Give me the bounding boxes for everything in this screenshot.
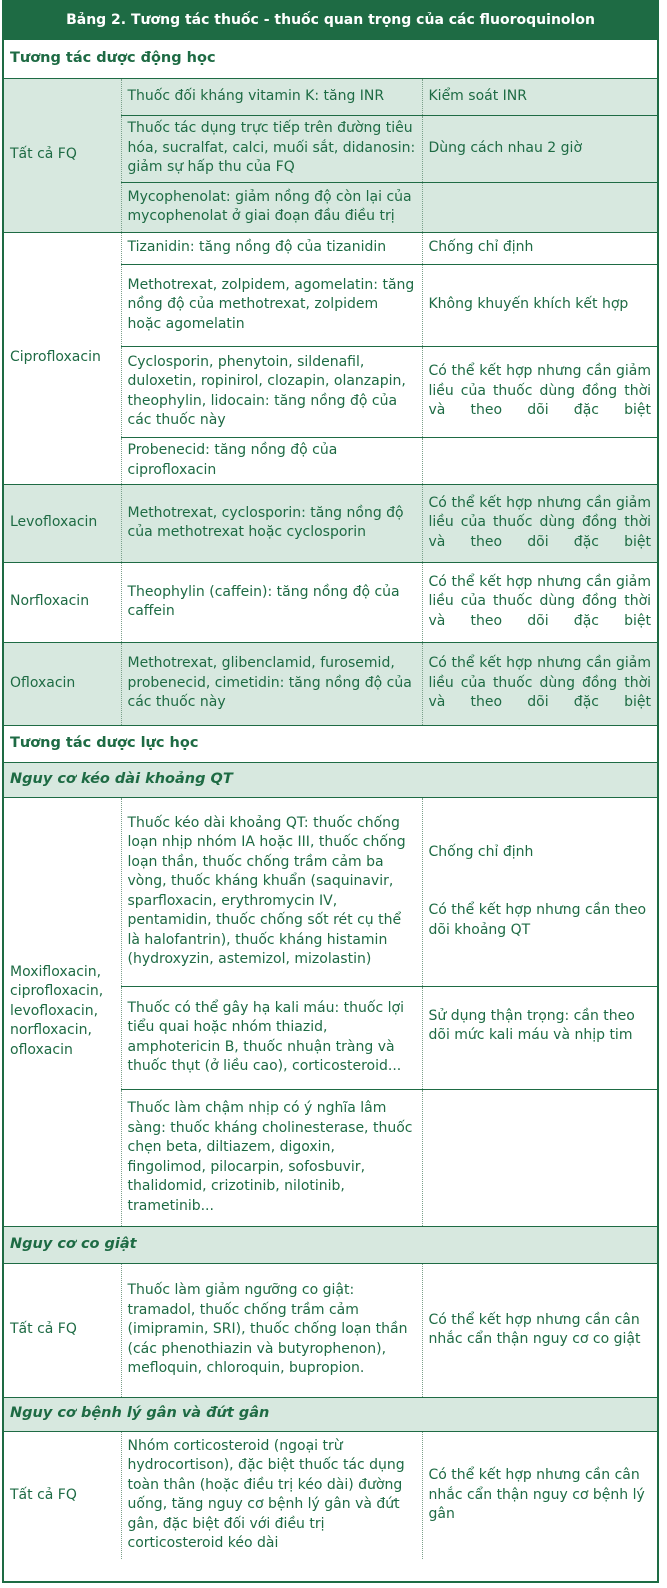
drug-group-cell: Tất cả FQ <box>4 78 121 232</box>
table-row <box>4 232 657 264</box>
section-title-pk: Tương tác dược động học <box>4 40 657 78</box>
table-title: Bảng 2. Tương tác thuốc - thuốc quan trọng của các fluoroquinolon <box>4 0 657 40</box>
drug-group-cell: Moxifloxacin, ciprofloxacin, levofloxacin, norfloxacin, ofloxacin <box>4 797 121 1226</box>
recommendation-cell: Có thể kết hợp nhưng cần giảm liều của thuốc dùng đồng thời và theo dõi đặc biệt <box>422 484 657 562</box>
interacting-drug-cell: Probenecid: tăng nồng độ của ciprofloxacin <box>121 437 422 484</box>
drug-group-cell: Tất cả FQ <box>4 1263 121 1397</box>
table-row <box>4 642 657 725</box>
recommendation-cell: Có thể kết hợp nhưng cần giảm liều của thuốc dùng đồng thời và theo dõi đặc biệt <box>422 346 657 437</box>
interacting-drug-cell: Methotrexat, cyclosporin: tăng nồng độ của methotrexat hoặc cyclosporin <box>121 484 422 562</box>
interacting-drug-cell: Theophylin (caffein): tăng nồng độ của caffein <box>121 562 422 642</box>
drug-group-cell: Levofloxacin <box>4 484 121 562</box>
recommendation-cell: Chống chỉ định <box>422 232 657 264</box>
interacting-drug-cell: Thuốc làm chậm nhịp có ý nghĩa lâm sàng: thuốc kháng cholinesterase, thuốc chẹn beta, diltiazem, digoxin, fingolimod, pilocarpin, sofosbuvir, thalidomid, crizotinib, nilotinib, trametinib... <box>121 1089 422 1226</box>
recommendation-cell: Dùng cách nhau 2 giờ <box>422 115 657 182</box>
interacting-drug-cell: Thuốc đối kháng vitamin K: tăng INR <box>121 78 422 115</box>
subsection-title-seizure: Nguy cơ co giật <box>4 1226 657 1263</box>
subsection-row-seizure <box>4 1226 657 1263</box>
drug-group-cell: Ciprofloxacin <box>4 232 121 484</box>
table-row <box>4 1431 657 1559</box>
table-row <box>4 484 657 562</box>
interacting-drug-cell: Thuốc kéo dài khoảng QT: thuốc chống loạn nhịp nhóm IA hoặc III, thuốc chống loạn thần, thuốc chống trầm cảm ba vòng, thuốc kháng khuẩn (saquinavir, sparfloxacin, erythromycin IV, pentamidin, thuốc chống sốt rét cụ thể là halofantrin), thuốc kháng histamin (hydroxyzin, astemizol, mizolastin) <box>121 797 422 986</box>
subsection-row-qt <box>4 762 657 797</box>
interacting-drug-cell: Cyclosporin, phenytoin, sildenafil, duloxetin, ropinirol, clozapin, olanzapin, theophylin, lidocain: tăng nồng độ của các thuốc này <box>121 346 422 437</box>
recommendation-cell: Sử dụng thận trọng: cần theo dõi mức kali máu và nhịp tim <box>422 986 657 1089</box>
recommendation-cell: Có thể kết hợp nhưng cần cân nhắc cẩn thận nguy cơ bệnh lý gân <box>428 1467 645 1522</box>
recommendation-cell: Có thể kết hợp nhưng cần cân nhắc cẩn thận nguy cơ co giật <box>422 1263 657 1397</box>
section-row-pk <box>4 40 657 78</box>
drug-group-cell: Ofloxacin <box>4 642 121 725</box>
table-row <box>4 78 657 115</box>
drug-interaction-table-frame <box>2 0 659 1583</box>
interacting-drug-cell: Tizanidin: tăng nồng độ của tizanidin <box>121 232 422 264</box>
interacting-drug-cell: Methotrexat, glibenclamid, furosemid, probenecid, cimetidin: tăng nồng độ của các thuốc này <box>121 642 422 725</box>
drug-group-cell: Tất cả FQ <box>10 1486 77 1503</box>
interacting-drug-cell: Thuốc làm giảm ngưỡng co giật: tramadol, thuốc chống trầm cảm (imipramin, SRI), thuốc chống loạn thần (các phenothiazin và butyrophenon), mefloquin, chloroquin, bupropion. <box>121 1263 422 1397</box>
recommendation-contraindicated: Chống chỉ định <box>428 843 534 860</box>
section-title-pd: Tương tác dược lực học <box>4 725 657 762</box>
recommendation-cell: Kiểm soát INR <box>422 78 657 115</box>
recommendation-cell <box>422 182 657 232</box>
recommendation-cell: Có thể kết hợp nhưng cần giảm liều của thuốc dùng đồng thời và theo dõi đặc biệt <box>422 642 657 725</box>
drug-group-cell: Norfloxacin <box>4 562 121 642</box>
interacting-drug-cell: Thuốc tác dụng trực tiếp trên đường tiêu hóa, sucralfat, calci, muối sắt, didanosin: giảm sự hấp thu của FQ <box>121 115 422 182</box>
interacting-drug-cell: Mycophenolat: giảm nồng độ còn lại của mycophenolat ở giai đoạn đầu điều trị <box>121 182 422 232</box>
subsection-title-tendon: Nguy cơ bệnh lý gân và đứt gân <box>4 1397 657 1431</box>
table-row <box>4 1263 657 1397</box>
interacting-drug-cell: Nhóm corticosteroid (ngoại trừ hydrocortison), đặc biệt thuốc tác dụng toàn thân (hoặc điều trị kéo dài) đường uống, tăng nguy cơ bệnh lý gân và đứt gân, đặc biệt đối với điều trị corticosteroid kéo dài <box>121 1431 422 1559</box>
recommendation-cell <box>422 797 657 986</box>
recommendation-cell: Có thể kết hợp nhưng cần giảm liều của thuốc dùng đồng thời và theo dõi đặc biệt <box>422 562 657 642</box>
recommendation-cell <box>422 437 657 484</box>
recommendation-cell: Không khuyến khích kết hợp <box>422 264 657 346</box>
subsection-row-tendon <box>4 1397 657 1431</box>
table-row <box>4 562 657 642</box>
interacting-drug-cell: Thuốc có thể gây hạ kali máu: thuốc lợi tiểu quai hoặc nhóm thiazid, amphotericin B, thuốc nhuận tràng và thuốc thụt (ở liều cao), corticosteroid... <box>121 986 422 1089</box>
interaction-table <box>4 40 657 1559</box>
subsection-title-qt: Nguy cơ kéo dài khoảng QT <box>4 762 657 797</box>
interacting-drug-cell: Methotrexat, zolpidem, agomelatin: tăng nồng độ của methotrexat, zolpidem hoặc agomelatin <box>121 264 422 346</box>
recommendation-cell <box>422 1089 657 1226</box>
section-row-pd <box>4 725 657 762</box>
recommendation-monitor-qt: Có thể kết hợp nhưng cần theo dõi khoảng QT <box>428 902 647 938</box>
table-row <box>4 797 657 986</box>
